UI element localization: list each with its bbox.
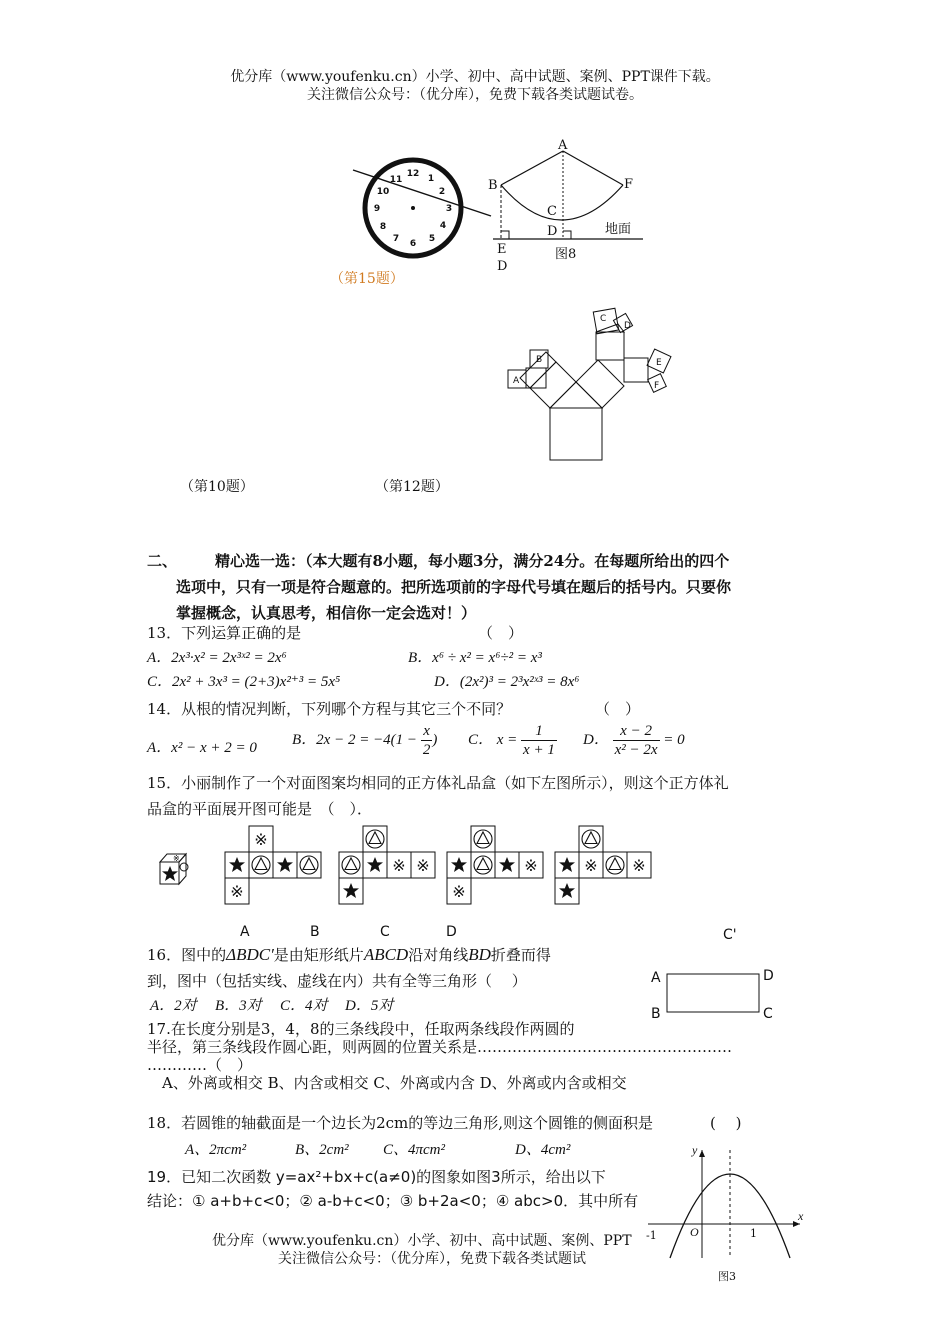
rect-label-D: D: [763, 968, 774, 984]
q14-d-num: x − 2: [613, 722, 660, 741]
q14-b-num: x: [421, 722, 433, 741]
clock-num-4: 4: [439, 221, 447, 231]
q17-line2: 半径，第三条线段作圆心距，则两圆的位置关系是……………………………………………: [147, 1038, 733, 1056]
rect-label-C: C: [763, 1006, 773, 1022]
fig8-label-D: D: [547, 224, 558, 239]
clock-num-8: 8: [379, 222, 387, 232]
fig8-label-C: C: [547, 204, 557, 219]
clock-num-12: 12: [406, 169, 420, 179]
q14-option-c: C． x = $\frac{1}{x + 1}$: [468, 723, 555, 758]
q14-d-den: x² − 2x: [614, 742, 658, 758]
header-line-2: 关注微信公众号：（优分库），免费下载各类试题试卷。: [307, 87, 643, 103]
q13-option-c: C．2x² + 3x³ = (2+3)x²⁺³ = 5x⁵: [147, 674, 341, 690]
clock-num-11: 11: [389, 175, 403, 185]
q13-paren: （ ）: [478, 624, 524, 642]
pythag-label-C: C: [600, 314, 607, 324]
section2-line3: 掌握概念，认真思考，相信你一定会选对！）: [176, 604, 477, 622]
q15-cube-nets: ※ ※: [155, 826, 665, 906]
net-label-a: A: [240, 924, 250, 940]
caption-q10: （第10题）: [180, 479, 254, 495]
parabola-caption: 图3: [718, 1270, 736, 1283]
clock-num-6: 6: [409, 239, 417, 249]
tick-1: 1: [750, 1227, 757, 1240]
rect-label-A: A: [651, 970, 661, 986]
q14-option-b: B．2x − 2 = −4(1 − $\frac{x}{2}$ ): [292, 723, 438, 758]
q14-paren: （ ）: [595, 700, 641, 718]
caption-q15: （第15题）: [330, 271, 404, 287]
clock-num-10: 10: [376, 187, 390, 197]
net-label-b: B: [310, 924, 320, 940]
net-label-c: C: [380, 924, 390, 940]
fig8-label-E: E: [497, 242, 507, 257]
clock-num-9: 9: [373, 204, 381, 214]
svg-text:※: ※: [173, 854, 180, 863]
q14-c-den: x + 1: [523, 742, 555, 758]
q14-b-den: 2: [422, 742, 431, 758]
clock-figure: [345, 150, 495, 275]
q18-option-d: D、4cm²: [515, 1142, 571, 1158]
pythag-label-A: A: [513, 376, 520, 386]
q13-option-d: D．(2x²)³ = 2³x²ˣ³ = 8x⁶: [434, 674, 580, 690]
footer-line-1: 优分库（www.youfenku.cn）小学、初中、高中试题、案例、PPT: [212, 1233, 632, 1249]
clock-center: [411, 206, 415, 210]
header-line-1: 优分库（www.youfenku.cn）小学、初中、高中试题、案例、PPT课件下载。: [230, 69, 720, 85]
q16-option-c: C．4对: [280, 998, 328, 1014]
q17-line3: …………（ ）: [147, 1056, 253, 1074]
q16-line2: 到，图中（包括实线、虚线在内）共有全等三角形（ ）: [147, 972, 527, 990]
rect-abcd: [667, 974, 759, 1012]
pythagoras-tree: [500, 298, 680, 466]
q14-option-d: D． $\frac{x - 2}{\text{x² − 2x}}$ = 0: [583, 723, 685, 758]
q13-option-a: A．2x³·x² = 2x³ˣ² = 2x⁶: [147, 650, 287, 666]
section2-number: 二、: [147, 552, 178, 570]
q18-paren: ( ): [710, 1114, 742, 1132]
axis-label-y: y: [692, 1143, 698, 1157]
origin-label: O: [690, 1225, 699, 1239]
q18-option-b: B、2cm²: [295, 1142, 349, 1158]
clock-num-5: 5: [428, 234, 436, 244]
clock-num-3: 3: [445, 204, 453, 214]
rect-label-Cprime: C': [723, 927, 737, 943]
section2-line2: 选项中，只有一项是符合题意的。把所选项前的字母代号填在题后的括号内。只要你: [176, 578, 732, 596]
pythag-label-E: E: [656, 358, 662, 368]
rect-label-B: B: [651, 1006, 661, 1022]
parabola-figure: [640, 1140, 810, 1290]
axis-label-x: x: [798, 1209, 804, 1223]
q18-option-a: A、2πcm²: [185, 1142, 247, 1158]
q16-line1: 16．图中的ΔBDC′是由矩形纸片ABCD沿对角线BD折叠而得: [147, 945, 551, 964]
q18-option-c: C、4πcm²: [383, 1142, 446, 1158]
pythag-label-B: B: [536, 355, 543, 365]
figure-8: [485, 135, 650, 275]
fig8-caption: 图8: [555, 247, 577, 262]
caption-q12: （第12题）: [375, 479, 449, 495]
q16-option-d: D．5对: [345, 998, 394, 1014]
q15-line2: 品盒的平面展开图可能是 （ ）．: [147, 800, 373, 818]
q18-stem: 18．若圆锥的轴截面是一个边长为2cm的等边三角形,则这个圆锥的侧面积是: [147, 1114, 654, 1132]
fig8-label-A: A: [558, 138, 568, 153]
fig8-ground: 地面: [605, 222, 632, 237]
q17-options: A、外离或相交 B、内含或相交 C、外离或内含 D、外离或内含或相交: [162, 1074, 627, 1092]
clock-num-2: 2: [438, 187, 446, 197]
clock-num-7: 7: [392, 234, 400, 244]
swing-arc: [501, 185, 623, 220]
q14-stem: 14．从根的情况判断，下列哪个方程与其它三个不同？: [147, 700, 512, 718]
q19-line1: 19．已知二次函数 y=ax²+bx+c(a≠0)的图象如图3所示，给出以下: [147, 1168, 606, 1186]
q19-line2: 结论：① a+b+c<0；② a-b+c<0；③ b+2a<0；④ abc>0．其中所有: [147, 1192, 639, 1210]
clock-num-1: 1: [427, 174, 435, 184]
fig8-label-D2: D: [497, 259, 508, 274]
pythag-label-D: D: [624, 321, 631, 331]
net-label-d: D: [446, 924, 457, 940]
fig8-label-B: B: [488, 178, 498, 193]
q16-rectangle-figure: [645, 922, 785, 1027]
q16-option-b: B．3对: [215, 998, 262, 1014]
q15-line1: 15．小丽制作了一个对面图案均相同的正方体礼品盒（如下左图所示），则这个正方体礼: [147, 774, 729, 792]
gift-cube: [160, 854, 188, 884]
q17-line1: 17.在长度分别是3，4，8的三条线段中，任取两条线段作两圆的: [147, 1020, 575, 1038]
section2-title: 精心选一选：（本大题有8小题，每小题3分，满分24分。在每题所给出的四个: [215, 552, 730, 570]
q14-c-num: 1: [521, 722, 557, 741]
q14-option-a: A．x² − x + 2 = 0: [147, 740, 257, 756]
fig8-label-F: F: [624, 177, 634, 192]
q16-option-a: A．2对: [150, 998, 197, 1014]
pythag-label-F: F: [654, 381, 660, 391]
tick-neg1: -1: [646, 1229, 657, 1242]
q13-option-b: B．x⁶ ÷ x² = x⁶÷² = x³: [408, 650, 542, 666]
footer-line-2: 关注微信公众号：（优分库），免费下载各类试题试: [278, 1251, 586, 1267]
q13-stem: 13．下列运算正确的是: [147, 624, 302, 642]
